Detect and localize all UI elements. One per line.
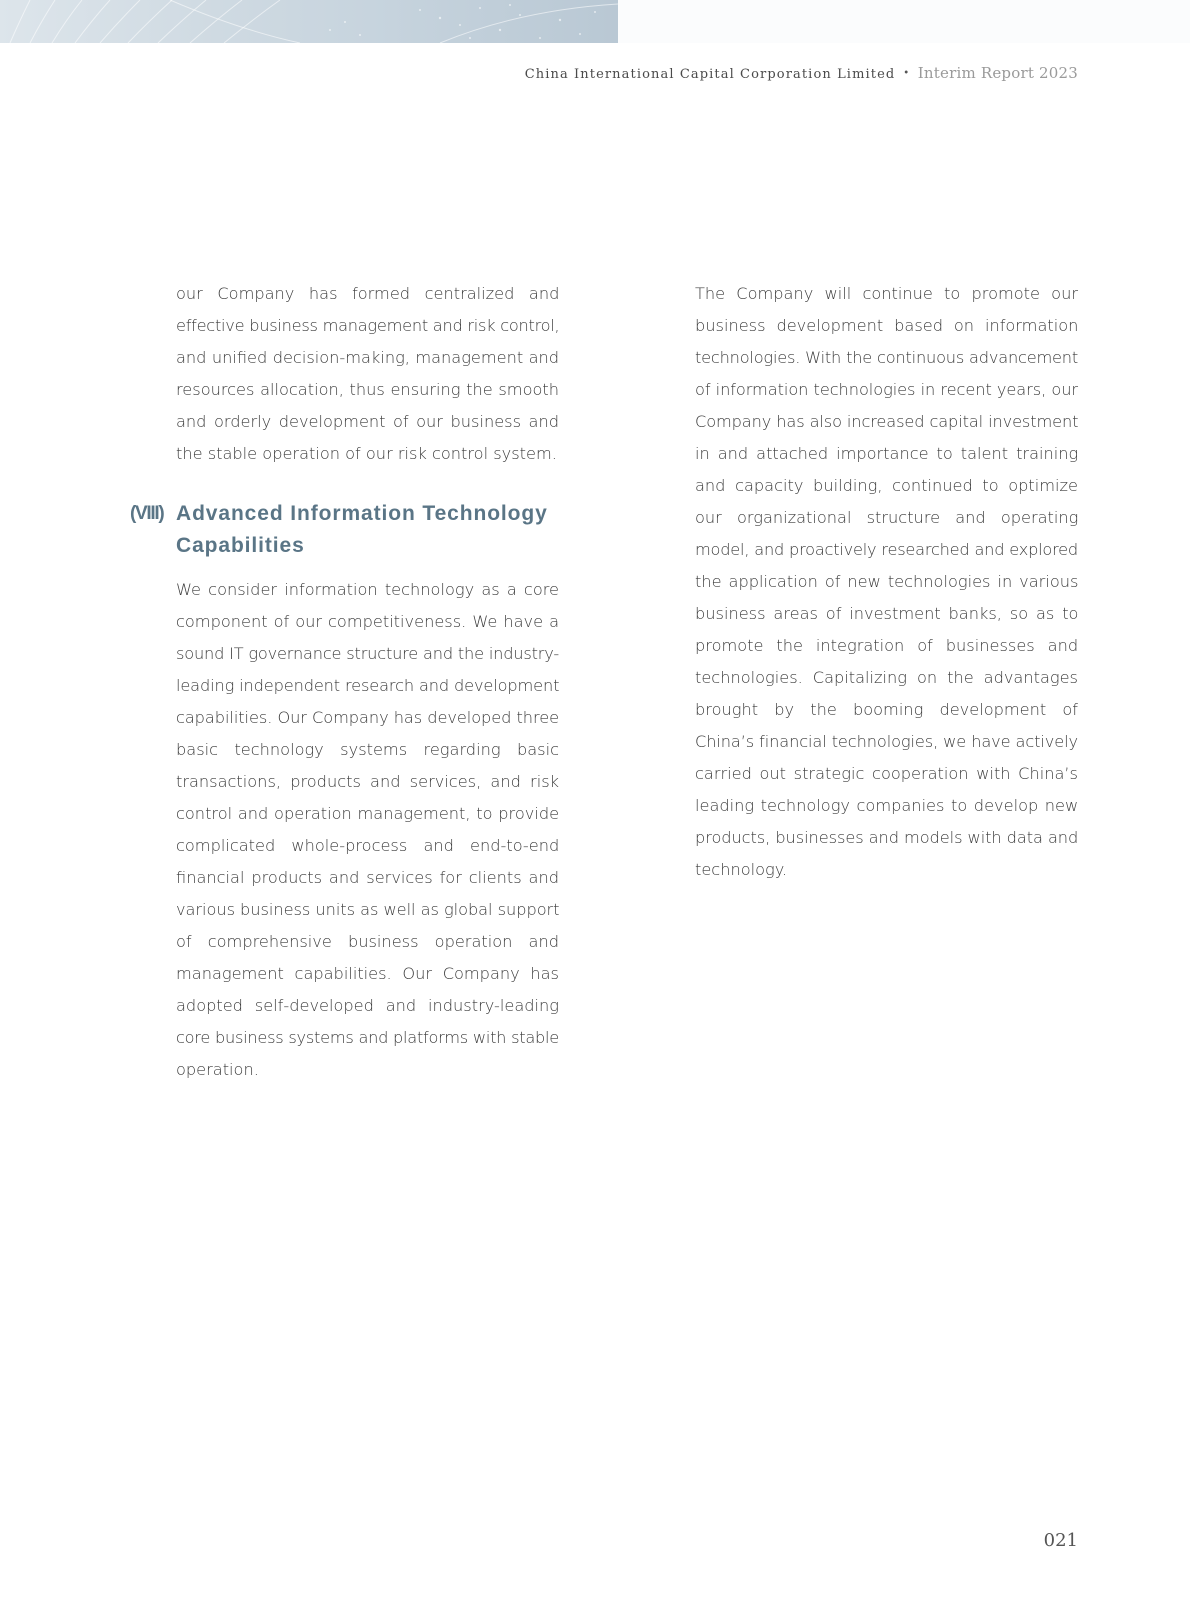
section-heading bbox=[130, 498, 559, 562]
text-line: of comprehensive business operation and bbox=[176, 932, 559, 951]
text-line: products, businesses and models with data and bbox=[695, 828, 1079, 847]
text-line: and unified decision-making, management and bbox=[176, 348, 560, 367]
banner-pattern-graphic bbox=[0, 0, 618, 43]
text-line: The Company will continue to promote our bbox=[695, 284, 1078, 303]
text-line: our organizational structure and operating bbox=[695, 508, 1079, 527]
page-number: 021 bbox=[1043, 1530, 1078, 1551]
section-number: (VIII) bbox=[130, 503, 164, 524]
text-line: leading technology companies to develop new bbox=[695, 796, 1079, 815]
text-line: leading independent research and development bbox=[176, 676, 560, 695]
text-line: We consider information technology as a core bbox=[176, 580, 559, 599]
text-line: financial products and services for clients and bbox=[176, 868, 559, 887]
text-line: business development based on information bbox=[695, 316, 1079, 335]
intro-paragraph bbox=[176, 278, 559, 470]
text-line: and orderly development of our business and bbox=[176, 412, 559, 431]
text-line: promote the integration of businesses and bbox=[695, 636, 1079, 655]
text-line: core business systems and platforms with stable bbox=[176, 1028, 559, 1047]
left-column bbox=[130, 278, 560, 1086]
text-line: basic technology systems regarding basic bbox=[176, 740, 559, 759]
text-line: Company has also increased capital investment bbox=[695, 412, 1079, 431]
text-line: and capacity building, continued to optimize bbox=[695, 476, 1078, 495]
text-line: capabilities. Our Company has developed three bbox=[176, 708, 559, 727]
text-line: component of our competitiveness. We have a bbox=[176, 612, 559, 631]
text-line: operation. bbox=[176, 1060, 259, 1079]
text-line: technologies. Capitalizing on the advantages bbox=[695, 668, 1078, 687]
header-report-title: Interim Report 2023 bbox=[917, 64, 1078, 82]
text-line: technology. bbox=[695, 860, 788, 879]
decorative-banner bbox=[0, 0, 618, 43]
right-column bbox=[695, 278, 1078, 886]
section-title-line: Advanced Information Technology bbox=[176, 502, 548, 525]
text-line: complicated whole-process and end-to-end bbox=[176, 836, 560, 855]
header-company-name: China International Capital Corporation Limited bbox=[524, 67, 896, 82]
header-separator: • bbox=[903, 68, 910, 79]
text-line: transactions, products and services, and risk bbox=[176, 772, 559, 791]
section-title-line: Capabilities bbox=[176, 534, 305, 557]
running-header bbox=[525, 64, 1078, 82]
text-line: business areas of investment banks, so as to bbox=[695, 604, 1079, 623]
text-line: management capabilities. Our Company has bbox=[176, 964, 559, 983]
text-line: of information technologies in recent years, our bbox=[695, 380, 1078, 399]
body-paragraph bbox=[176, 574, 559, 1086]
text-line: carried out strategic cooperation with China’s bbox=[695, 764, 1078, 783]
text-line: various business units as well as global support bbox=[176, 900, 560, 919]
text-line: resources allocation, thus ensuring the smooth bbox=[176, 380, 559, 399]
text-line: the application of new technologies in various bbox=[695, 572, 1079, 591]
text-line: the stable operation of our risk control system. bbox=[176, 444, 557, 463]
text-line: sound IT governance structure and the industry- bbox=[176, 644, 559, 663]
text-line: adopted self-developed and industry-leading bbox=[176, 996, 559, 1015]
text-line: control and operation management, to provide bbox=[176, 804, 560, 823]
text-line: model, and proactively researched and explored bbox=[695, 540, 1078, 559]
text-line: brought by the booming development of bbox=[695, 700, 1078, 719]
text-line: in and attached importance to talent training bbox=[695, 444, 1079, 463]
text-line: effective business management and risk control, bbox=[176, 316, 560, 335]
body-paragraph bbox=[695, 278, 1078, 886]
text-line: technologies. With the continuous advancement bbox=[695, 348, 1078, 367]
banner-blank-area bbox=[618, 0, 1190, 43]
text-line: our Company has formed centralized and bbox=[176, 284, 560, 303]
text-line: China’s financial technologies, we have actively bbox=[695, 732, 1078, 751]
